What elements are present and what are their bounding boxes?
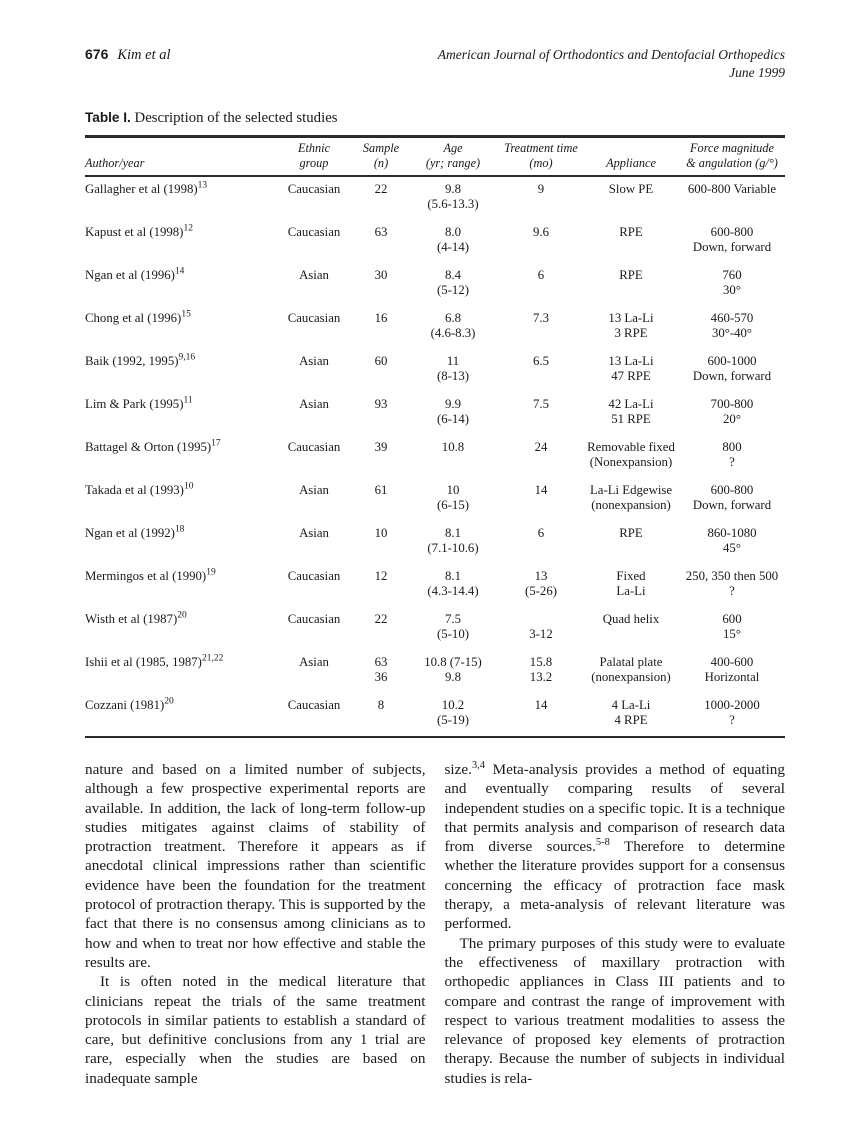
citation-superscript: 5-8 xyxy=(595,837,610,849)
sample-cell: 93 xyxy=(374,397,388,411)
appliance-cell: 13 La-Li 47 RPE xyxy=(608,354,654,383)
body-paragraph: The primary purposes of this study were to evaluate the effectiveness of maxillary protraction with orthopedic appliances in Class III patients and to compare and contrast the range of improvement with respect to various treatment modalities to assess the relevance of proposed key elements of protraction therapy. Because the number of subjects in individual studies is rela- xyxy=(444,934,785,1087)
reference-superscript: 20 xyxy=(177,610,187,621)
force-cell: 600-800 Variable xyxy=(687,182,777,196)
appliance-cell: 4 La-Li 4 RPE xyxy=(611,698,651,727)
column-header: Appliance xyxy=(583,137,679,177)
age-cell: 8.1 (4.3-14.4) xyxy=(427,569,479,598)
journal-title: American Journal of Orthodontics and Dentofacial Orthopedics xyxy=(437,47,785,62)
author-year-cell: Ishii et al (1985, 1987)$^{21,22}$ xyxy=(85,653,224,669)
reference-superscript: 11 xyxy=(183,395,193,406)
reference-superscript: 13 xyxy=(197,180,208,191)
author-year-cell: Battagel & Orton $(1995)^{17}$ xyxy=(85,438,221,454)
age-cell: 6.8 (4.6-8.3) xyxy=(430,311,476,340)
time-cell: 24 xyxy=(534,440,548,454)
time-cell: 14 xyxy=(534,483,548,497)
running-authors: Kim et al xyxy=(117,47,171,63)
sample-cell: 63 xyxy=(374,225,388,239)
age-cell: 10.8 xyxy=(441,440,465,454)
time-cell: 15.8 13.2 xyxy=(529,655,553,684)
sample-cell: 30 xyxy=(374,268,388,282)
body-paragraph: It is often noted in the medical literature that clinicians repeat the trials of the same treatment protocols in similar patients to establish a standard of care, but definitive conclusions from any 1 trial are rare, especially when the studies are based on inadequate sample xyxy=(85,973,426,1087)
text-column-left xyxy=(85,760,426,1088)
sample-cell: 22 xyxy=(374,612,388,626)
column-header: Ethnic group xyxy=(273,137,355,177)
author-year-cell: Lim & Park $(1995)^{11}$ xyxy=(85,395,193,411)
reference-superscript: 18 xyxy=(174,524,185,535)
time-cell: 14 xyxy=(534,698,548,712)
table-caption xyxy=(85,110,785,127)
age-cell: 10.8 (7-15) 9.8 xyxy=(424,655,482,684)
reference-superscript: 19 xyxy=(206,567,216,578)
appliance-cell: RPE xyxy=(619,526,643,540)
study-row xyxy=(85,263,785,306)
force-cell: 250, 350 then 500 ? xyxy=(685,569,779,598)
table-caption-label: Table I. xyxy=(85,110,131,125)
study-row xyxy=(85,693,785,737)
time-cell: 6.5 xyxy=(533,354,549,368)
reference-superscript: 20 xyxy=(164,696,174,707)
force-cell: 400-600 Horizontal xyxy=(704,655,760,684)
force-cell: 800 ? xyxy=(722,440,742,469)
time-cell: 6 xyxy=(537,526,545,540)
appliance-cell: Removable fixed (Nonexpansion) xyxy=(587,440,675,469)
time-cell: 3-12 xyxy=(529,627,553,641)
author-year-cell: Takada et al $(1993)^{10}$ xyxy=(85,481,194,497)
author-year-cell: Baik (1992, 1995)$^{9,16}$ xyxy=(85,352,196,368)
ethnic-cell: Caucasian xyxy=(287,569,341,583)
appliance-cell: RPE xyxy=(619,268,643,282)
column-header: Force magnitude & angulation (g/°) xyxy=(679,137,785,177)
sample-cell: 22 xyxy=(374,182,388,196)
ethnic-cell: Asian xyxy=(299,397,329,411)
column-header: Sample (n) xyxy=(355,137,407,177)
column-header: Author/year xyxy=(85,137,273,177)
study-row xyxy=(85,392,785,435)
age-cell: 7.5 (5-10) xyxy=(437,612,469,641)
ethnic-cell: Caucasian xyxy=(287,698,341,712)
ethnic-cell: Asian xyxy=(299,526,329,540)
sample-cell: 10 xyxy=(374,526,388,540)
age-cell: 10 (6-15) xyxy=(437,483,469,512)
ethnic-cell: Caucasian xyxy=(287,182,341,196)
reference-superscript: 15 xyxy=(181,309,191,320)
study-row xyxy=(85,220,785,263)
age-cell: 9.8 (5.6-13.3) xyxy=(427,182,479,211)
time-cell: 9 xyxy=(537,182,545,196)
running-head xyxy=(85,46,785,81)
ethnic-cell: Caucasian xyxy=(287,612,341,626)
page-number: 676 xyxy=(85,46,109,62)
column-header: Treatment time (mo) xyxy=(499,137,583,177)
sample-cell: 16 xyxy=(374,311,388,325)
age-cell: 8.0 (4-14) xyxy=(437,225,469,254)
author-year-cell: Gallagher et al $(1998)^{13}$ xyxy=(85,180,208,196)
ethnic-cell: Caucasian xyxy=(287,440,341,454)
appliance-cell: Fixed La-Li xyxy=(616,569,646,598)
column-header: Age (yr; range) xyxy=(407,137,499,177)
force-cell: 460-570 30°-40° xyxy=(710,311,754,340)
author-year-cell: Chong et al $(1996)^{15}$ xyxy=(85,309,191,325)
reference-superscript: 9,16 xyxy=(178,352,196,363)
ethnic-cell: Asian xyxy=(299,483,329,497)
sample-cell: 12 xyxy=(374,569,388,583)
author-year-cell: Kapust et al $(1998)^{12}$ xyxy=(85,223,193,239)
reference-superscript: 17 xyxy=(211,438,221,449)
study-row xyxy=(85,435,785,478)
force-cell: 760 30° xyxy=(722,268,742,297)
appliance-cell: Slow PE xyxy=(608,182,654,196)
age-cell: 8.1 (7.1-10.6) xyxy=(427,526,479,555)
reference-superscript: 10 xyxy=(183,481,194,492)
body-paragraph: size.$^{3,4}$ Meta-analysis provides a method of equating and eventually comparing results of several independent studies on a specific topic. It is a technique that permits analysis and comparison of research data from diverse sources.$^{5-8}$ Therefore to determine whether the literature provides support for a consensus concerning the efficacy of protraction face mask therapy, a meta-analysis of relevant literature was performed. xyxy=(444,759,785,933)
appliance-cell: 13 La-Li 3 RPE xyxy=(608,311,654,340)
age-cell: 9.9 (6-14) xyxy=(437,397,469,426)
time-cell: 7.5 xyxy=(533,397,549,411)
ethnic-cell: Caucasian xyxy=(287,311,341,325)
ethnic-cell: Asian xyxy=(299,268,329,282)
study-row xyxy=(85,478,785,521)
table-caption-text: Description of the selected studies xyxy=(134,110,338,126)
text-column-right xyxy=(445,760,786,1088)
force-cell: 1000-2000 ? xyxy=(704,698,760,727)
force-cell: 600-800 Down, forward xyxy=(692,483,772,512)
age-cell: 8.4 (5-12) xyxy=(437,268,469,297)
force-cell: 860-1080 45° xyxy=(707,526,757,555)
ethnic-cell: Asian xyxy=(299,655,329,669)
table-header-row xyxy=(85,137,785,177)
reference-superscript: 14 xyxy=(174,266,185,277)
reference-superscript: 21,22 xyxy=(201,653,224,664)
sample-cell: 63 36 xyxy=(374,655,388,684)
sample-cell: 8 xyxy=(377,698,385,712)
study-row xyxy=(85,349,785,392)
force-cell: 600-1000 Down, forward xyxy=(692,354,772,383)
article-body xyxy=(85,760,785,1088)
age-cell: 11 (8-13) xyxy=(437,354,469,383)
running-head-right xyxy=(438,46,785,81)
author-year-cell: Cozzani $(1981)^{20}$ xyxy=(85,696,174,712)
author-year-cell: Mermingos et al $(1990)^{19}$ xyxy=(85,567,216,583)
force-cell: 700-800 20° xyxy=(710,397,754,426)
appliance-cell: Palatal plate (nonexpansion) xyxy=(591,655,671,684)
study-row xyxy=(85,176,785,220)
ethnic-cell: Asian xyxy=(299,354,329,368)
force-cell: 600 15° xyxy=(722,612,742,641)
time-cell: 13 (5-26) xyxy=(525,569,557,598)
reference-superscript: 12 xyxy=(183,223,193,234)
age-cell: 10.2 (5-19) xyxy=(437,698,469,727)
sample-cell: 60 xyxy=(374,354,388,368)
issue-date: June 1999 xyxy=(729,64,785,80)
ethnic-cell: Caucasian xyxy=(287,225,341,239)
appliance-cell: La-Li Edgewise (nonexpansion) xyxy=(589,483,673,512)
author-year-cell: Ngan et al $(1992)^{18}$ xyxy=(85,524,185,540)
time-cell: 9.6 xyxy=(533,225,549,239)
study-row xyxy=(85,306,785,349)
force-cell: 600-800 Down, forward xyxy=(692,225,772,254)
time-cell: 6 xyxy=(537,268,545,282)
appliance-cell: Quad helix xyxy=(602,612,660,626)
sample-cell: 39 xyxy=(374,440,388,454)
running-head-left xyxy=(85,46,171,64)
body-paragraph: nature and based on a limited number of subjects, although a few prospective experimental reports are available. In addition, the lack of long-term follow-up studies mitigates against claims of stability of protraction treatment. Therefore it appears as if anecdotal clinical impressions rather than scientific evidence have been the foundation for the treatment protocol of protraction therapy. This is supported by the fact that there is no consensus among clinicians as to how and when to treat nor how effective and stable the results are. xyxy=(85,761,426,971)
citation-superscript: 3,4 xyxy=(471,759,486,771)
appliance-cell: 42 La-Li 51 RPE xyxy=(608,397,654,426)
author-year-cell: Ngan et al $(1996)^{14}$ xyxy=(85,266,185,282)
time-cell: 7.3 xyxy=(533,311,549,325)
appliance-cell: RPE xyxy=(619,225,643,239)
study-row xyxy=(85,607,785,650)
table-body xyxy=(85,176,785,737)
author-year-cell: Wisth et al $(1987)^{20}$ xyxy=(85,610,187,626)
study-row xyxy=(85,521,785,564)
studies-table xyxy=(85,135,785,738)
study-row xyxy=(85,564,785,607)
sample-cell: 61 xyxy=(374,483,388,497)
study-row xyxy=(85,650,785,693)
